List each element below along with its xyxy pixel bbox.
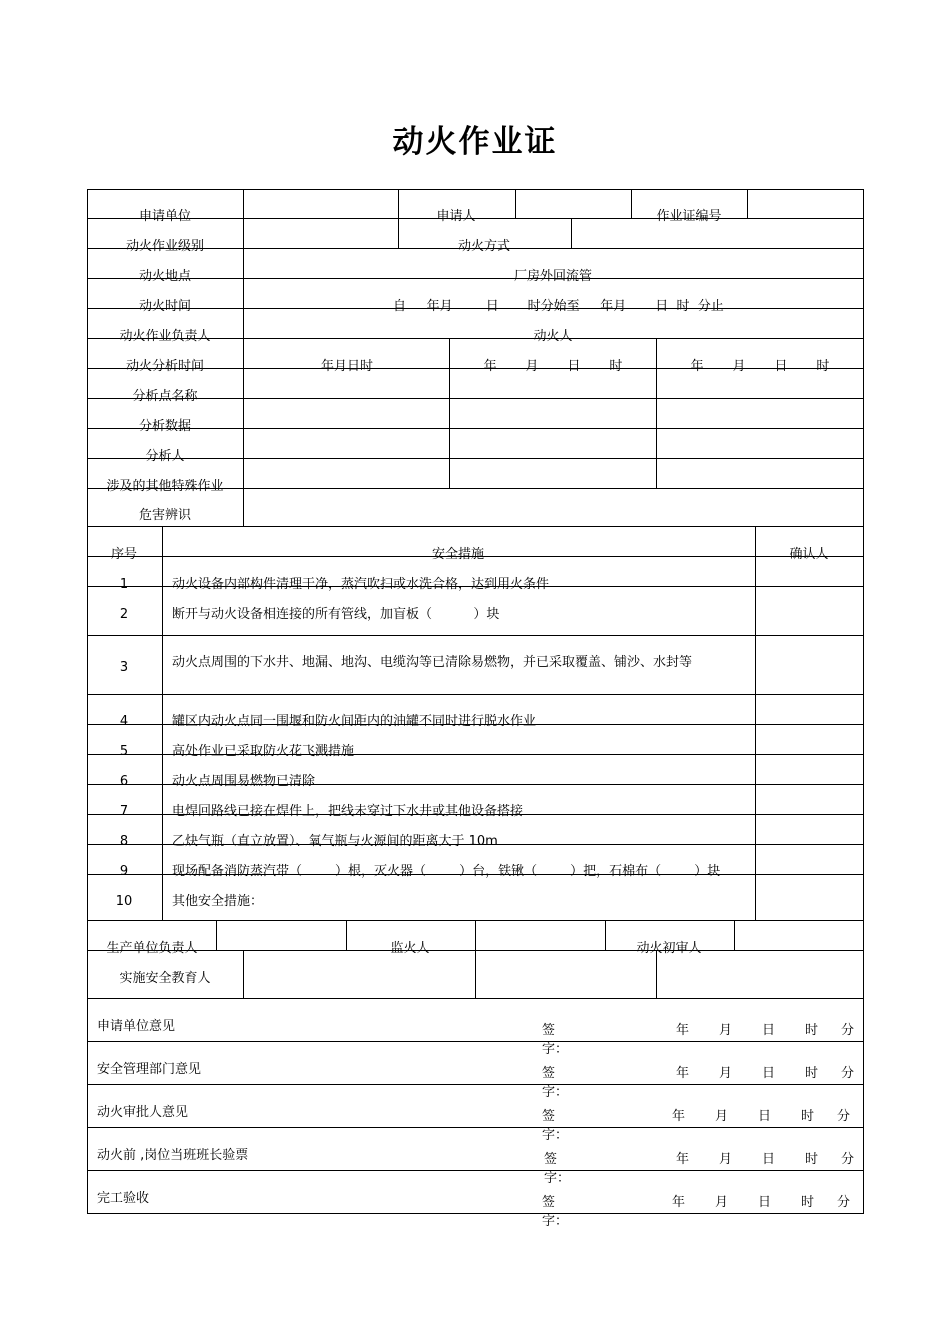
date-minute: 分: [837, 1195, 851, 1210]
date-minute: 分: [841, 1152, 855, 1167]
date-minute: 分: [841, 1023, 855, 1038]
measure-no: 5: [119, 744, 129, 759]
grid-line-vertical: [656, 338, 657, 489]
date-day: 日: [762, 1023, 776, 1038]
label-fire-location: 动火地点: [138, 269, 192, 284]
sign-label: 签字：: [542, 1195, 569, 1229]
measure-no: 2: [119, 607, 129, 622]
grid-line-vertical: [734, 920, 735, 951]
opinion-approver: 动火审批人意见: [97, 1105, 189, 1120]
grid-line-vertical: [475, 920, 476, 999]
grid-line-horizontal: [87, 428, 864, 429]
grid-line-vertical: [398, 189, 399, 249]
measure-text: 动火点周围的下水井、地漏、地沟、电缆沟等已清除易燃物，并已采取覆盖、铺沙、水封等: [172, 655, 693, 670]
grid-line-vertical: [346, 920, 347, 951]
label-fire-method: 动火方式: [457, 239, 511, 254]
measure-text: 断开与动火设备相连接的所有管线，加盲板（ ）块: [172, 607, 500, 622]
label-fire-level: 动火作业级别: [125, 239, 205, 254]
label-fire-time: 动火时间: [138, 299, 192, 314]
date-day: 日: [758, 1195, 772, 1210]
opinion-shift-leader: 动火前 ,岗位当班班长验票: [97, 1148, 249, 1163]
measure-text: 电焊回路线已接在焊件上，把线未穿过下水井或其他设备搭接: [172, 804, 524, 819]
date-day: 日: [758, 1109, 772, 1124]
label-fire-watch: 监火人: [390, 941, 430, 956]
grid-line-horizontal: [87, 398, 864, 399]
label-other-ops: 涉及的其他特殊作业: [106, 479, 224, 494]
opinion-safety-dept: 安全管理部门意见: [97, 1062, 202, 1077]
fire-time-value: 自 年月 日 时分始至 年月 日 时 分止: [393, 299, 724, 314]
grid-line-horizontal: [87, 458, 864, 459]
measure-no: 10: [115, 894, 133, 909]
label-first-reviewer: 动火初审人: [636, 941, 702, 956]
date-month: 月: [715, 1109, 729, 1124]
measure-text: 高处作业已采取防火花飞溅措施: [172, 744, 355, 759]
date-hour: 时: [805, 1023, 819, 1038]
col-measure: 安全措施: [431, 547, 485, 562]
measure-no: 4: [119, 714, 129, 729]
date-hour: 时: [801, 1109, 815, 1124]
label-point-name: 分析点名称: [132, 389, 198, 404]
analysis-time-1: 年月日时: [320, 359, 374, 374]
page-title: 动火作业证: [392, 124, 558, 160]
date-hour: 时: [805, 1066, 819, 1081]
measure-text: 罐区内动火点同一围堰和防火间距内的油罐不同时进行脱水作业: [172, 714, 537, 729]
sign-label: 签字：: [544, 1152, 571, 1186]
date-hour: 时: [805, 1152, 819, 1167]
date-month: 月: [719, 1023, 733, 1038]
grid-line-vertical: [515, 189, 516, 219]
sign-label: 签字：: [542, 1109, 569, 1143]
grid-line-vertical: [863, 189, 864, 1214]
fire-location-value: 厂房外回流管: [513, 269, 593, 284]
measure-text: 动火设备内部构件清理干净，蒸汽吹扫或水洗合格，达到用火条件: [172, 577, 550, 592]
analysis-time-3: 年 月 日 时: [690, 359, 830, 374]
label-analysis-time: 动火分析时间: [125, 359, 205, 374]
grid-line-vertical: [216, 920, 217, 951]
label-prod-leader: 生产单位负责人: [106, 941, 198, 956]
grid-line-vertical: [243, 189, 244, 527]
sign-label: 签字：: [542, 1023, 569, 1057]
label-applicant: 申请人: [436, 209, 476, 224]
grid-line-vertical: [631, 189, 632, 219]
opinion-completion: 完工验收: [97, 1191, 150, 1206]
date-year: 年: [672, 1109, 686, 1124]
label-analyst: 分析人: [145, 449, 185, 464]
measure-text: 其他安全措施：: [172, 894, 264, 909]
date-day: 日: [762, 1066, 776, 1081]
measure-no: 7: [119, 804, 129, 819]
date-year: 年: [676, 1152, 690, 1167]
grid-line-vertical: [605, 920, 606, 951]
date-day: 日: [762, 1152, 776, 1167]
date-month: 月: [719, 1152, 733, 1167]
grid-line-vertical: [571, 218, 572, 249]
grid-line-vertical: [755, 526, 756, 921]
grid-line-vertical: [162, 526, 163, 921]
date-minute: 分: [841, 1066, 855, 1081]
measure-text: 乙炔气瓶（直立放置）、氧气瓶与火源间的距离大于 10m: [172, 834, 498, 849]
label-analysis-data: 分析数据: [138, 419, 192, 434]
grid-line-vertical: [747, 189, 748, 219]
grid-line-horizontal: [87, 635, 864, 636]
grid-line-horizontal: [87, 1127, 864, 1128]
analysis-time-2: 年 月 日 时: [483, 359, 623, 374]
grid-line-vertical: [87, 189, 88, 1214]
measure-no: 1: [119, 577, 129, 592]
grid-line-horizontal: [87, 1084, 864, 1085]
date-minute: 分: [837, 1109, 851, 1124]
date-year: 年: [676, 1023, 690, 1038]
grid-line-vertical: [449, 338, 450, 489]
label-safety-educator: 实施安全教育人: [119, 971, 211, 986]
measure-no: 9: [119, 864, 129, 879]
grid-line-horizontal: [87, 1213, 864, 1214]
date-year: 年: [672, 1195, 686, 1210]
label-leader: 动火作业负责人: [119, 329, 211, 344]
date-month: 月: [715, 1195, 729, 1210]
label-applicant-unit: 申请单位: [138, 209, 192, 224]
sign-label: 签字：: [542, 1066, 569, 1100]
grid-line-horizontal: [87, 278, 864, 279]
measure-text: 现场配备消防蒸汽带（ ）根，灭火器（ ）台，铁锹（ ）把，石棉布（ ）块: [172, 864, 721, 879]
date-hour: 时: [801, 1195, 815, 1210]
col-confirm: 确认人: [789, 547, 829, 562]
grid-line-horizontal: [87, 1170, 864, 1171]
label-hazard: 危害辨识: [138, 508, 192, 523]
opinion-applicant-unit: 申请单位意见: [97, 1019, 176, 1034]
measure-text: 动火点周围易燃物已清除: [172, 774, 316, 789]
col-no: 序号: [110, 547, 138, 562]
grid-line-vertical: [243, 950, 244, 999]
date-month: 月: [719, 1066, 733, 1081]
measure-no: 8: [119, 834, 129, 849]
label-permit-no: 作业证编号: [656, 209, 722, 224]
measure-no: 3: [119, 660, 129, 675]
grid-line-horizontal: [87, 694, 864, 695]
date-year: 年: [676, 1066, 690, 1081]
grid-line-vertical: [656, 950, 657, 999]
label-operator: 动火人: [533, 329, 573, 344]
grid-line-horizontal: [87, 526, 864, 527]
measure-no: 6: [119, 774, 129, 789]
grid-line-horizontal: [87, 1041, 864, 1042]
